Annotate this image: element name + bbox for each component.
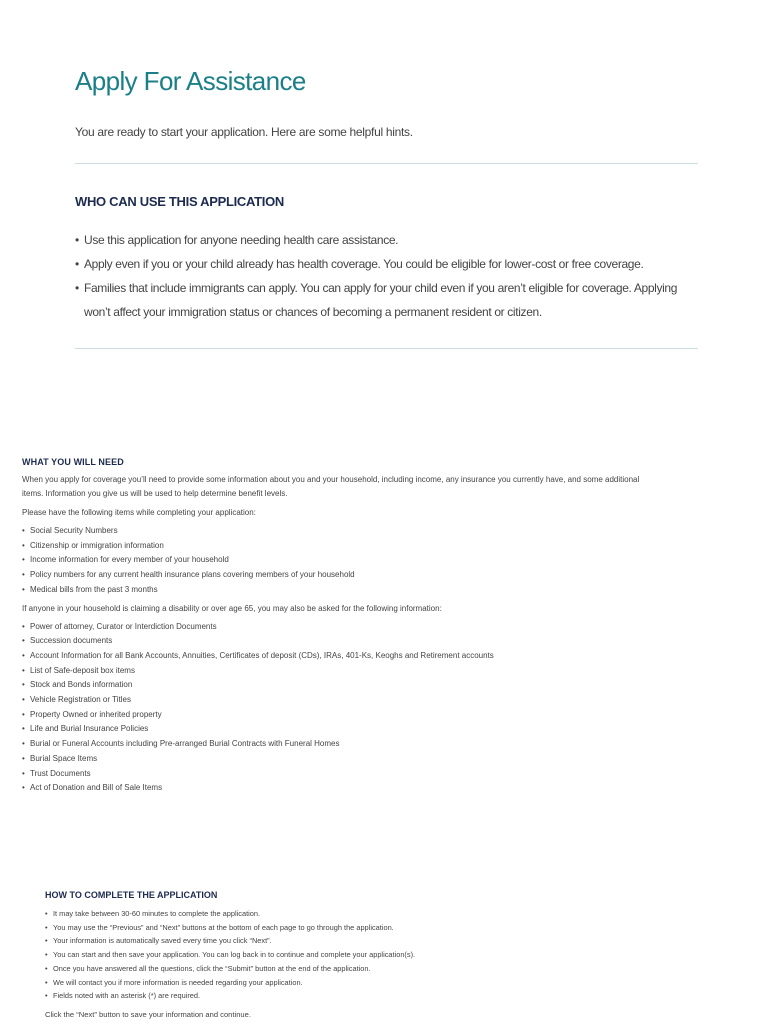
- list-item: • Apply even if you or your child already has health coverage. You could be eligible for lower-cost or free coverage.: [75, 252, 698, 276]
- list-item: • Citizenship or immigration information: [22, 539, 642, 554]
- page-title: Apply For Assistance: [75, 66, 306, 96]
- need-paragraph: If anyone in your household is claiming a disability or over age 65, you may also be asked for the following information:: [22, 603, 442, 613]
- list-item: • Succession documents: [22, 634, 642, 649]
- need-heading: WHAT YOU WILL NEED: [22, 457, 124, 467]
- list-item: • Power of attorney, Curator or Interdiction Documents: [22, 620, 642, 635]
- who-can-use-section: [75, 193, 698, 324]
- list-item: • Life and Burial Insurance Policies: [22, 722, 642, 737]
- how-to-complete-section: [45, 888, 645, 1021]
- list-item: • Burial or Funeral Accounts including Pre-arranged Burial Contracts with Funeral Homes: [22, 737, 642, 752]
- list-item: • Your information is automatically saved every time you click “Next”.: [45, 934, 645, 948]
- list-item: • Medical bills from the past 3 months: [22, 583, 642, 598]
- list-item: • Fields noted with an asterisk (*) are required.: [45, 989, 645, 1003]
- next-instruction: Click the “Next” button to save your information and continue.: [45, 1009, 251, 1019]
- divider-top: [75, 163, 698, 164]
- who-list: [75, 228, 698, 324]
- page-header: [75, 58, 698, 140]
- need-paragraph: Please have the following items while completing your application:: [22, 508, 256, 517]
- list-item: • Vehicle Registration or Titles: [22, 693, 642, 708]
- list-item: • It may take between 30-60 minutes to complete the application.: [45, 907, 645, 921]
- basic-items-list: [22, 524, 642, 598]
- how-heading: HOW TO COMPLETE THE APPLICATION: [45, 890, 218, 900]
- list-item: • List of Safe-deposit box items: [22, 664, 642, 679]
- list-item: • Property Owned or inherited property: [22, 708, 642, 723]
- list-item: • Trust Documents: [22, 767, 642, 782]
- list-item: • Use this application for anyone needing health care assistance.: [75, 228, 698, 252]
- how-list: [45, 907, 645, 1003]
- list-item: • Income information for every member of your household: [22, 553, 642, 568]
- list-item: • Policy numbers for any current health insurance plans covering members of your household: [22, 568, 642, 583]
- extra-items-list: [22, 620, 642, 796]
- what-you-will-need-section: [22, 455, 642, 796]
- list-item: • Burial Space Items: [22, 752, 642, 767]
- who-heading: WHO CAN USE THIS APPLICATION: [75, 194, 284, 209]
- list-item: • Once you have answered all the questions, click the “Submit” button at the end of the application.: [45, 962, 645, 976]
- list-item: • Account Information for all Bank Accounts, Annuities, Certificates of deposit (CDs), IRAs, 401-Ks, Keoghs and Retirement accounts: [22, 649, 642, 664]
- list-item: • Social Security Numbers: [22, 524, 642, 539]
- list-item: • We will contact you if more information is needed regarding your application.: [45, 976, 645, 990]
- intro-text: You are ready to start your application. Here are some helpful hints.: [75, 125, 413, 139]
- list-item: • Families that include immigrants can apply. You can apply for your child even if you aren’t eligible for coverage. Applying won’t affect your immigration status or chances of becoming a permanent resident or citizen.: [75, 276, 698, 324]
- need-paragraph: When you apply for coverage you’ll need to provide some information about you and your household, including income, any insurance you currently have, and some additional items. Information you give us will be used to help determine benefit levels.: [22, 475, 640, 498]
- list-item: • Act of Donation and Bill of Sale Items: [22, 781, 642, 796]
- list-item: • You may use the “Previous” and “Next” buttons at the bottom of each page to go through the application.: [45, 921, 645, 935]
- list-item: • You can start and then save your application. You can log back in to continue and complete your application(s).: [45, 948, 645, 962]
- list-item: • Stock and Bonds information: [22, 678, 642, 693]
- divider-bottom: [75, 348, 698, 349]
